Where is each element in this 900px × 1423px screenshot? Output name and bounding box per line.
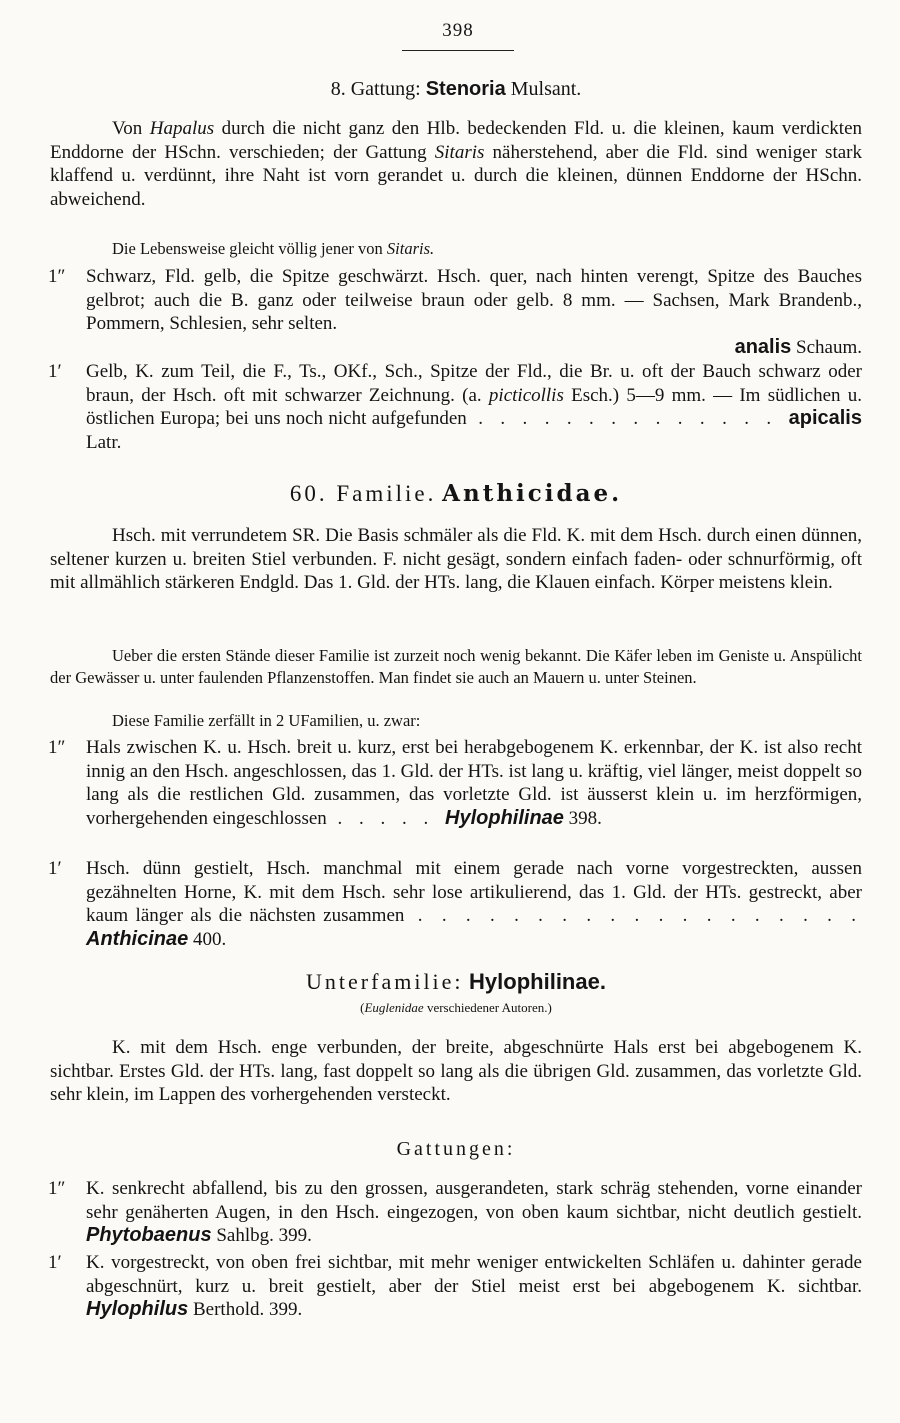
species-name: apicalis <box>788 407 862 429</box>
genus-author: Sahlbg. 399. <box>216 1225 312 1246</box>
couplet-text: Schwarz, Fld. gelb, die Spitze geschwärzt. Hsch. quer, nach hinten verengt, Spitze des Bauches gelbrot; auch die B. ganz oder teilweise braun oder gelb. 8 mm. — Sachsen, Mark Brandenb., Pommern, Schlesien, sehr selten. <box>86 266 862 334</box>
genus-intro <box>50 117 862 211</box>
couplet-text-1: Gelb, K. zum Teil, die F., Ts., OKf., Sch., Spitze der Fld., die Br. u. oft der Bauch schwarz oder braun, der Hsch. oft mit schwarzer Zeichnung. (a. <box>86 361 862 406</box>
subfamily-heading-prefix: Unterfamilie: <box>306 969 464 994</box>
family-name: Anthicidae. <box>442 480 623 507</box>
genus-heading-prefix: 8. Gattung: <box>330 78 421 100</box>
genus-name: Hylophilus <box>86 1298 189 1320</box>
couplet-number: 1″ <box>48 266 66 287</box>
couplet-text: K. vorgestreckt, von oben frei sichtbar, mit mehr weniger entwickelten Schläfen u. dahinter gerade abgeschnürt, kurz u. breit gestielt, aber der Stiel meist erst bei abgebogenem K. sichtbar. <box>86 1252 862 1297</box>
key1-couplet-1 <box>50 265 862 359</box>
key2-couplet-1 <box>50 736 862 830</box>
genus-intro-text-1: Von <box>112 118 150 139</box>
variety-name: picticollis <box>488 384 564 406</box>
couplet-text-2: Esch.) 5—9 mm. — Im südlichen u. östlichen Europa; bei uns noch nicht aufgefunden <box>86 384 862 429</box>
couplet-number: 1′ <box>48 858 62 879</box>
genus-name: Phytobaenus <box>86 1224 212 1246</box>
couplet-text: K. senkrecht abfallend, bis zu den grossen, ausgerandeten, stark schräg stehenden, vorne einander sehr genäherten Augen, in den Hsch. eingezogen, von oben kaum sichtbar, nicht deutlich gestielt. <box>86 1178 862 1223</box>
genus-ref-hapalus: Hapalus <box>149 118 215 139</box>
leader-dots: . . . . . . . . . . . . . . <box>466 408 789 429</box>
genus-name: Stenoria <box>425 78 506 100</box>
key2-couplet-2 <box>50 857 862 951</box>
genus-life-ref: Sitaris. <box>386 239 435 258</box>
couplet-text: Hals zwischen K. u. Hsch. breit u. kurz, erst bei herabgebogenem K. erkennbar, der K. ist also recht innig an den Hsch. angeschlossen, das 1. Gld. der HTs. ist lang u. kräftig, viel länger, meist doppelt so lang als die restlichen Gld. zusammen, das vorletzte Gld. ist äusserst klein u. im herzförmigen, vorhergehenden eingeschlossen <box>86 737 862 829</box>
family-life-note: Ueber die ersten Stände dieser Familie ist zurzeit noch wenig bekannt. Die Käfer leben im Geniste u. Anspülicht der Gewässer u. unter faulenden Pflanzenstoffen. Man findet sie auch an Mauern u. unter Steinen. <box>50 646 862 687</box>
genera-heading: Gattungen: <box>396 1138 516 1160</box>
genus-life-text: Die Lebensweise gleicht völlig jener von <box>112 239 387 258</box>
taxon-page: 398. <box>568 807 602 829</box>
note-open: ( <box>360 1000 365 1015</box>
genus-intro-text-2: durch die nicht ganz den Hlb. bedeckenden Fld. u. die kleinen, kaum verdickten Enddorne der HSchn. verschieden; der Gattung <box>50 118 862 163</box>
page-number: 398 <box>442 20 474 41</box>
family-intro: Hsch. mit verrundetem SR. Die Basis schmäler als die Fld. K. mit dem Hsch. durch einen dünnen, seltener kurzen u. breiten Stiel verbunden. F. nicht gesägt, sondern einfach faden- oder schnurförmig, oft mit allmählich stärkeren Endgld. Das 1. Gld. der HTs. lang, die Klauen einfach. Körper meistens klein. <box>50 525 862 593</box>
subfamily-note <box>50 1000 862 1016</box>
couplet-number: 1′ <box>48 1252 62 1273</box>
species-author: Schaum. <box>796 336 862 358</box>
key1-couplet-2 <box>50 360 862 454</box>
genus-author: Berthold. 399. <box>192 1299 303 1320</box>
note-rest: verschiedener Autoren.) <box>423 1000 552 1015</box>
genus-author: Mulsant. <box>510 78 582 100</box>
species-name: analis <box>734 335 792 358</box>
family-heading-prefix: 60. Familie. <box>289 481 437 506</box>
genus-life-note <box>50 238 862 260</box>
leader-dots: . . . . . <box>326 807 446 829</box>
couplet-number: 1″ <box>48 737 66 758</box>
subfamily-heading <box>50 969 862 995</box>
taxon-page: 400. <box>193 928 227 950</box>
taxon-name: Hylophilinae <box>445 806 564 829</box>
genus-ref-sitaris: Sitaris <box>434 141 485 163</box>
species-author: Latr. <box>86 431 122 453</box>
genus-heading <box>50 78 862 101</box>
family-heading <box>50 480 862 507</box>
couplet-number: 1″ <box>48 1178 66 1199</box>
subfamily-name: Hylophilinae. <box>469 969 606 994</box>
key3-couplet-1 <box>50 1177 862 1248</box>
subfamily-intro: K. mit dem Hsch. enge verbunden, der breite, abgeschnürte Hals erst bei abgebogenem K. sichtbar. Erstes Gld. der HTs. lang, fast doppelt so lang als die übrigen Gld. zusammen, das vorletzte Gld. sehr klein, im Lappen des vorhergehenden versteckt. <box>50 1037 862 1105</box>
family-split-note: Diese Familie zerfällt in 2 UFamilien, u. zwar: <box>112 711 421 730</box>
leader-dots: . . . . . . . . . . . . . . . . . . . <box>404 905 863 926</box>
header-rule <box>402 50 514 51</box>
synonym-name: Euglenidae <box>364 1000 424 1015</box>
genus-intro-text-3: näherstehend, aber die Fld. sind weniger stark klaffend u. verdünnt, ihre Naht ist vorn gerandet u. durch die kleinen, dünnen Enddorne der HSchn. abweichend. <box>50 141 862 210</box>
couplet-text: Hsch. dünn gestielt, Hsch. manchmal mit einem gerade nach vorne vorgestreckten, aussen gezähnelten Horne, K. mit dem Hsch. sehr lose artikulierend, das 1. Gld. der HTs. gestreckt, aber kaum länger als die nächsten zusammen <box>86 858 862 926</box>
taxon-name: Anthicinae <box>86 927 189 950</box>
key3-couplet-2 <box>50 1251 862 1322</box>
couplet-number: 1′ <box>48 361 62 382</box>
